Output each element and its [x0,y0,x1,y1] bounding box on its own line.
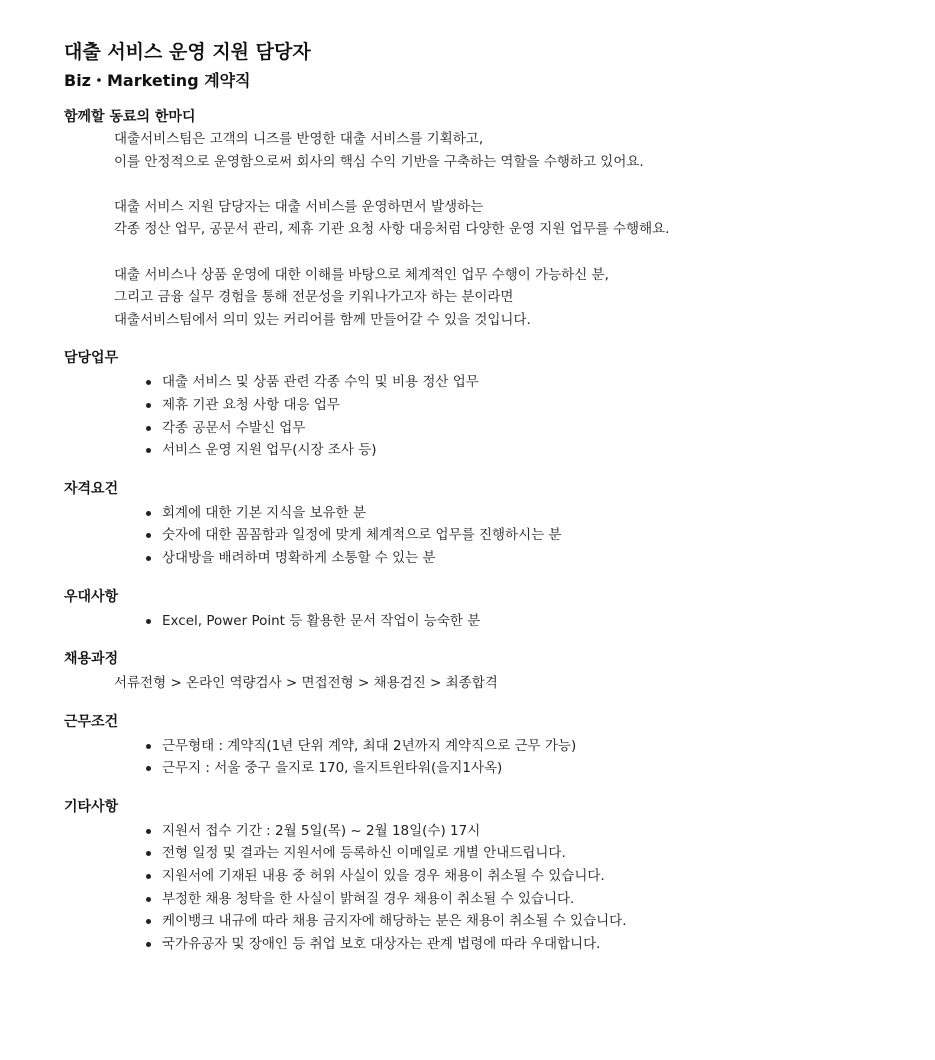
paragraph-gap [114,241,904,264]
list-item: 전형 일정 및 결과는 지원서에 등록하신 이메일로 개별 안내드립니다. [144,842,904,865]
list-item: 부정한 채용 청탁을 한 사실이 밝혀질 경우 채용이 취소될 수 있습니다. [144,888,904,911]
process-section [64,648,904,695]
list-item: 각종 공문서 수발신 업무 [144,417,904,440]
colleague-note-section [64,106,904,331]
section-heading-colleague-note: 함께할 동료의 한마디 [64,109,196,125]
paragraph-gap [114,173,904,196]
list-item: 케이뱅크 내규에 따라 채용 금지자에 해당하는 분은 채용이 취소될 수 있습니다. [144,910,904,933]
list-item: 서비스 운영 지원 업무(시장 조사 등) [144,439,904,462]
conditions-list [64,735,904,780]
preferred-section [64,586,904,633]
list-item: 국가유공자 및 장애인 등 취업 보호 대상자는 관계 법령에 따라 우대합니다. [144,933,904,956]
list-item: 근무형태 : 계약직(1년 단위 계약, 최대 2년까지 계약직으로 근무 가능) [144,735,904,758]
intro-line: 대출서비스팀은 고객의 니즈를 반영한 대출 서비스를 기획하고, [114,131,484,147]
job-category: Biz・Marketing 계약직 [64,71,251,90]
intro-line: 이를 안정적으로 운영함으로써 회사의 핵심 수익 기반을 구축하는 역할을 수행하고 있어요. [114,153,644,170]
list-item: 지원서 접수 기간 : 2월 5일(목) ~ 2월 18일(수) 17시 [144,820,904,843]
list-item: 상대방을 배려하며 명확하게 소통할 수 있는 분 [144,547,904,570]
intro-line: 대출 서비스 지원 담당자는 대출 서비스를 운영하면서 발생하는 [114,198,484,215]
conditions-section [64,711,904,780]
hiring-process-steps: 서류전형 > 온라인 역량검사 > 면접전형 > 채용검진 > 최종합격 [114,675,498,692]
list-item: 숫자에 대한 꼼꼼함과 일정에 맞게 체계적으로 업무를 진행하시는 분 [144,524,904,547]
etc-section [64,796,904,956]
intro-line: 그리고 금융 실무 경험을 통해 전문성을 키워나가고자 하는 분이라면 [114,289,514,306]
section-heading-conditions: 근무조건 [64,713,119,730]
intro-line: 각종 정산 업무, 공문서 관리, 제휴 기관 요청 사항 대응처럼 다양한 운영 지원 업무를 수행해요. [114,221,670,238]
section-heading-etc: 기타사항 [64,798,119,815]
preferred-list [64,610,904,633]
section-heading-duties: 담당업무 [64,350,119,367]
list-item: Excel, Power Point 등 활용한 문서 작업이 능숙한 분 [144,610,904,633]
duties-section [64,347,904,461]
list-item: 지원서에 기재된 내용 중 허위 사실이 있을 경우 채용이 취소될 수 있습니다. [144,865,904,888]
etc-list [64,820,904,956]
page-title: 대출 서비스 운영 지원 담당자 [64,41,311,63]
list-item: 회계에 대한 기본 지식을 보유한 분 [144,502,904,525]
job-posting [64,38,904,955]
section-heading-qualifications: 자격요건 [64,480,119,497]
section-heading-preferred: 우대사항 [64,588,119,605]
intro-line: 대출서비스팀에서 의미 있는 커리어를 함께 만들어갈 수 있을 것입니다. [114,311,531,328]
qualifications-list [64,502,904,570]
list-item: 대출 서비스 및 상품 관련 각종 수익 및 비용 정산 업무 [144,371,904,394]
list-item: 근무지 : 서울 중구 을지로 170, 을지트윈타워(을지1사옥) [144,757,904,780]
colleague-note-body [114,128,904,331]
intro-line: 대출 서비스나 상품 운영에 대한 이해를 바탕으로 체계적인 업무 수행이 가능하신 분, [114,266,609,283]
qualifications-section [64,478,904,570]
section-heading-process: 채용과정 [64,651,119,668]
duties-list [64,371,904,461]
list-item: 제휴 기관 요청 사항 대응 업무 [144,394,904,417]
